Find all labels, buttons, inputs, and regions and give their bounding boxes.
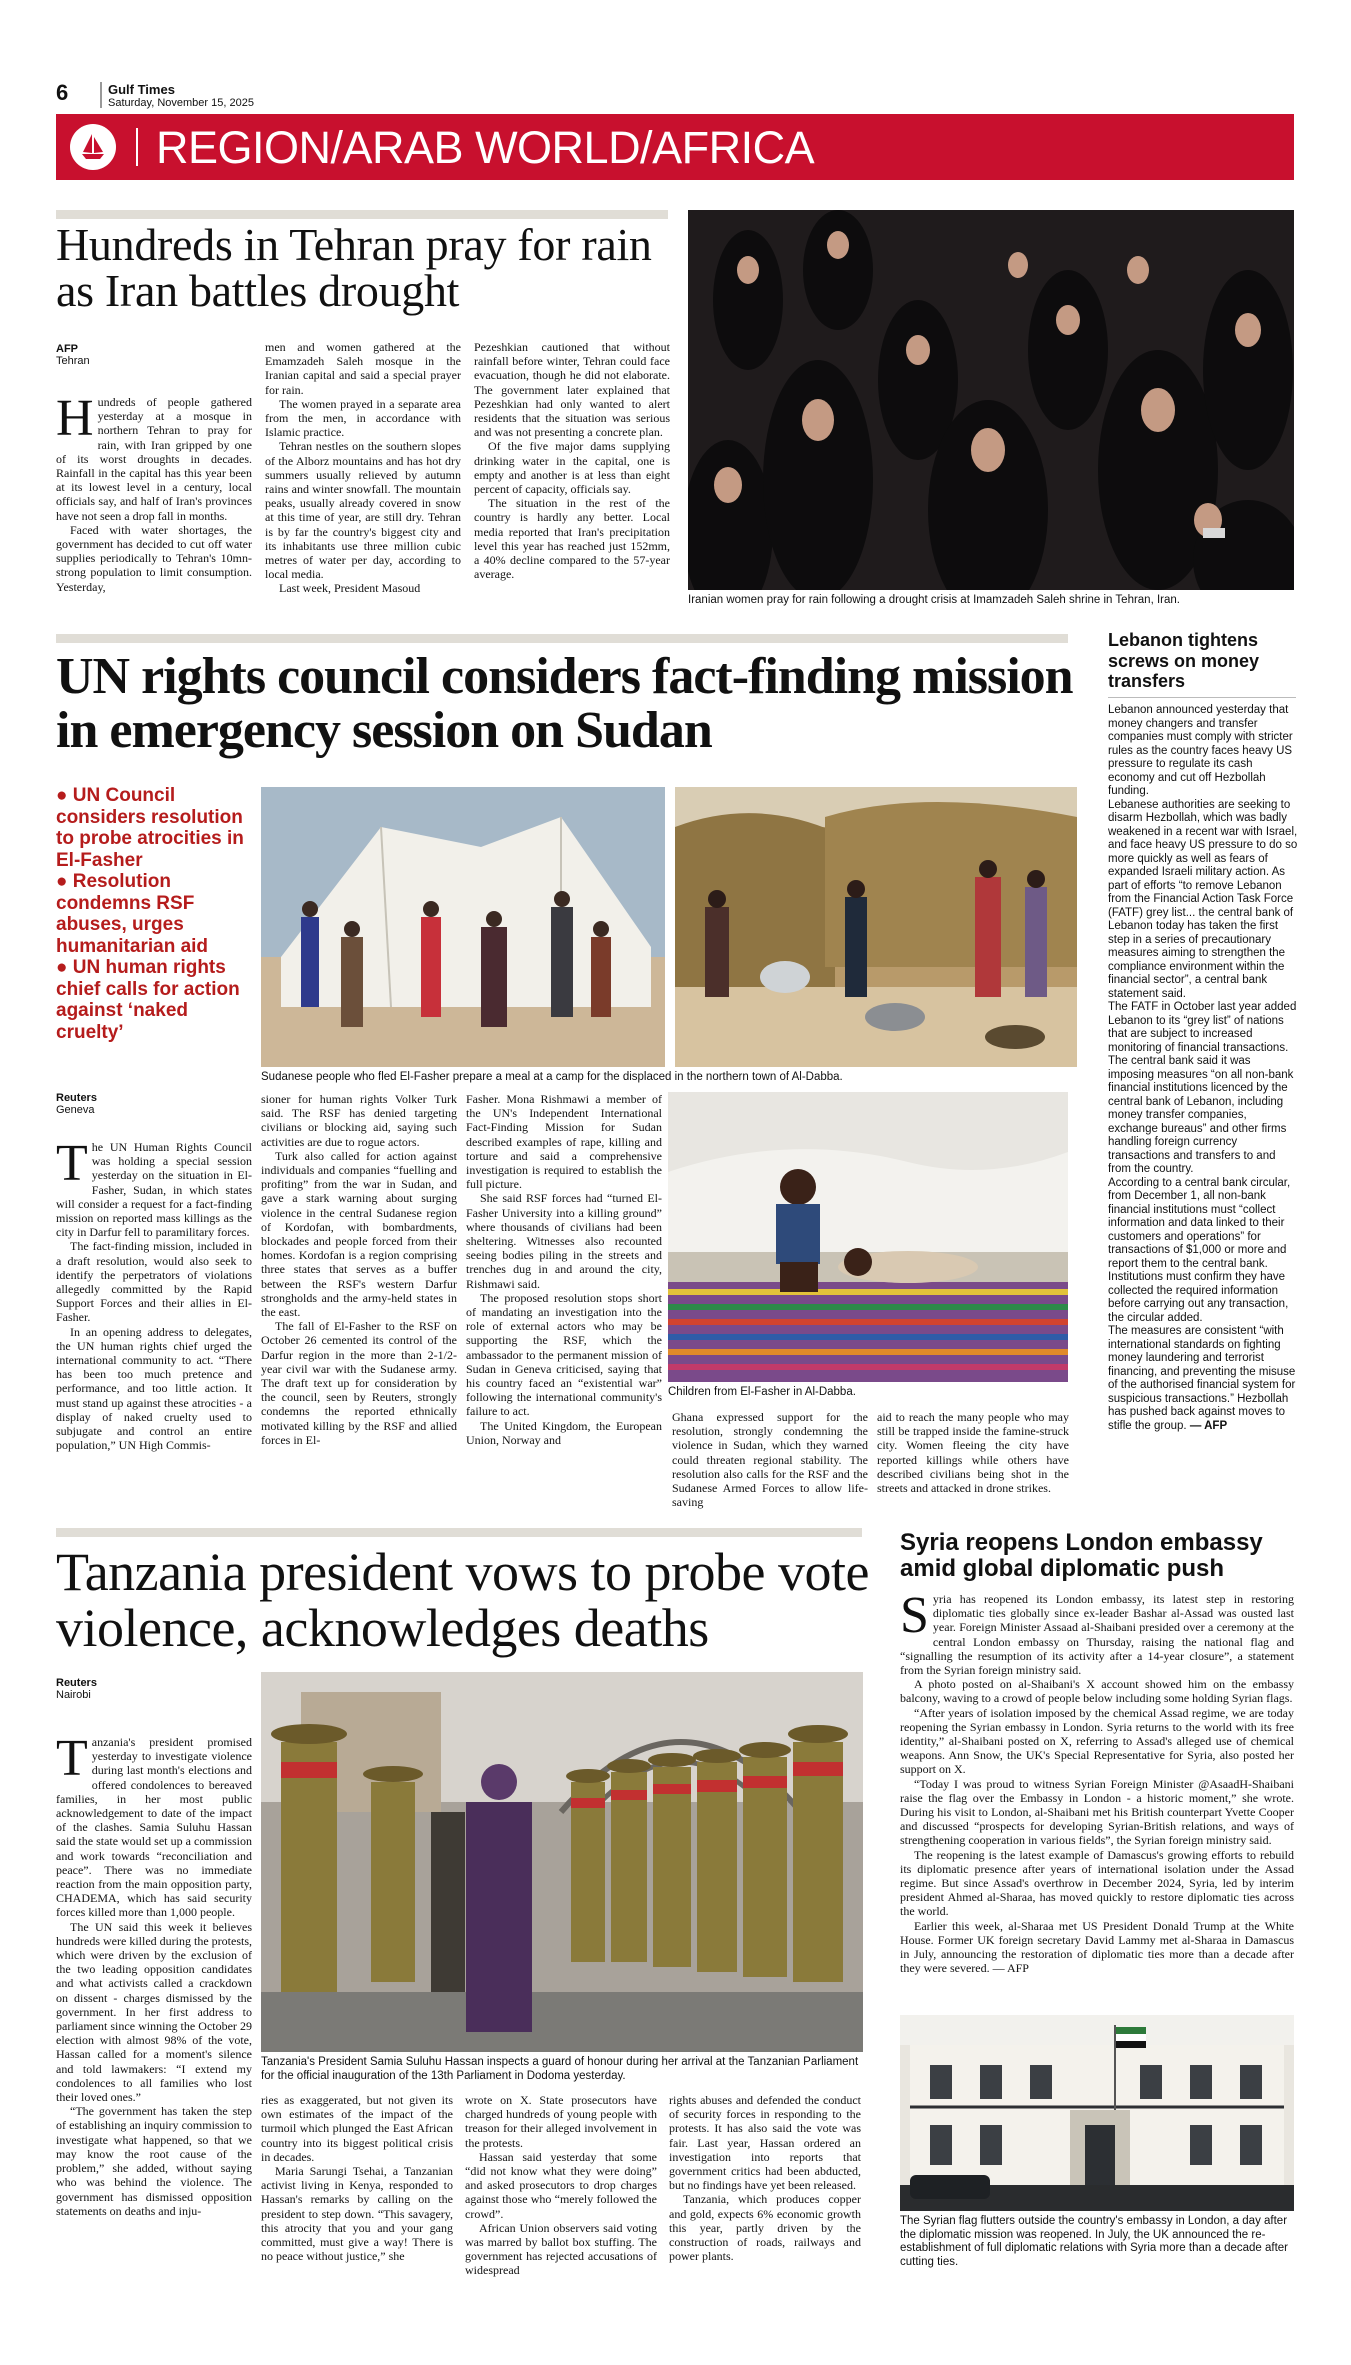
- paragraph: Earlier this week, al-Sharaa met US President Donald Trump at the White House. Former UK foreign secretary David Lammy met al-Sharaa in Damascus in July, announcing the restoration of diplomatic ties more than a decade after they were severed. — AFP: [900, 1918, 1294, 1976]
- paragraph: The fall of El-Fasher to the RSF on October 26 cemented its control of the Darfur region in the more than 2-1/2-year civil war with the Sudanese army. The draft text up for consideration by the council, seen by Reuters, strongly condemns the reported ethnically motivated killing by the RSF and allied forces in El-: [261, 1319, 457, 1447]
- paragraph: Turk also called for action against individuals and companies “fuelling and profiting” from the war in Sudan, and gave a stark warning about surging violence in the central Sudanese region of Kordofan, with bombardments, blockades and people forced from their homes. Kordofan is a region comprising three states that serves as a buffer between the RSF's western Darfur strongholds and the army-held states in the east.: [261, 1148, 457, 1320]
- paragraph: “The government has taken the step of establishing an inquiry commission to investigate what happened, so that we may know the root cause of the problem,” she added, without saying who was behind the violence. The government has dismissed opposition statements on deaths and inju-: [56, 2104, 252, 2218]
- story2-col5: [877, 1410, 1069, 1495]
- issue-date: Saturday, November 15, 2025: [108, 97, 254, 109]
- paragraph: men and women gathered at the Emamzadeh Saleh mosque in the Iranian capital and said a special prayer for rain.: [265, 340, 461, 397]
- syria-embassy-photo: [900, 2015, 1294, 2211]
- byline-agency: Reuters: [56, 1092, 97, 1104]
- paragraph: wrote on X. State prosecutors have charged hundreds of young people with treason for their alleged involvement in the protests.: [465, 2093, 657, 2150]
- dropcap: H: [56, 390, 94, 447]
- paragraph: The reopening is the latest example of Damascus's growing efforts to rebuild its diplomatic presence after years of international isolation under the Assad regime. But since Assad's overthrow in December 2024, Syria, led by interim president Ahmed al-Sharaa, has moved quickly to restore diplomatic ties across the world.: [900, 1847, 1294, 1919]
- story2-col3: [466, 1092, 662, 1447]
- story1-photo-caption: Iranian women pray for rain following a drought crisis at Imamzadeh Saleh shrine in Tehran, Iran.: [688, 594, 1180, 606]
- paragraph: “After years of isolation imposed by the chemical Assad regime, we are today reopening the Syrian embassy in London. Syria returns to the world with its free identity,” al-Shaibani posted on X, referring to Assad's alleged use of chemical weapons. Ann Snow, the UK's Special Representative for Syria, also posted her support on X.: [900, 1705, 1294, 1777]
- signoff: — AFP: [1189, 1419, 1228, 1432]
- story3-col2: [261, 2093, 453, 2263]
- paragraph: ries as exaggerated, but not given its own estimates of the impact of the turmoil which plunged the East African country into its biggest political crisis in decades.: [261, 2093, 453, 2164]
- byline-dateline: Geneva: [56, 1104, 95, 1116]
- byline-agency: AFP: [56, 343, 78, 355]
- story4-headline: Syria reopens London embassy amid global diplomatic push: [900, 1529, 1263, 1582]
- paragraph: aid to reach the many people who may still be trapped inside the famine-struck city. Women fleeing the city have reported killings while others have described civilians being shot in the streets and attacked in drone strikes.: [877, 1410, 1069, 1496]
- paragraph: rights abuses and defended the conduct of security forces in responding to the protests. It has also said the vote was fair. Last year, Hassan ordered an investigation into reports that government critics had been abducted, but no findings have yet been released.: [669, 2093, 861, 2193]
- paragraph: Tanzania, which produces copper and gold, expects 6% economic growth this year, partly driven by the construction of roads, railways and power plants.: [669, 2192, 861, 2264]
- section-banner: [56, 114, 1294, 180]
- story2-col4: [672, 1410, 868, 1509]
- tanzania-guard-photo: [261, 1672, 863, 2052]
- dhow-logo-icon: [70, 124, 116, 170]
- paragraph: A photo posted on al-Shaibani's X account showed him on the embassy balcony, waving to a crowd of people below including some holding Syrian flags.: [900, 1677, 1294, 1706]
- bullet-item: ● UN human rights chief calls for action against ‘naked cruelty’: [56, 957, 240, 1043]
- paragraph: The measures are consistent “with international standards on fighting money laundering and terrorist financing, and preventing the misuse of the authorised financial system for suspicious transactions.” Hezbollah has pushed back against moves to stifle the group. — AFP: [1108, 1325, 1296, 1432]
- story2-headline: UN rights council considers fact-finding mission in emergency session on Sudan: [56, 648, 1073, 759]
- story2-col1: [56, 1135, 252, 1453]
- paragraph: The United Kingdom, the European Union, Norway and: [466, 1418, 662, 1447]
- sudan-camp-photo-2: [675, 787, 1077, 1067]
- story2-photo1-caption: Sudanese people who fled El-Fasher prepare a meal at a camp for the displaced in the northern town of Al-Dabba.: [261, 1071, 843, 1083]
- paragraph: In an opening address to delegates, the UN human rights chief urged the international community to act. “There has been too much pretence and performance, and too little action. It must stand up against these atrocities - a display of naked cruelty used to subjugate and control an entire population,” UN High Commis-: [56, 1324, 252, 1453]
- story3-headline: Tanzania president vows to probe vote violence, acknowledges deaths: [56, 1542, 869, 1658]
- dropcap: T: [56, 1135, 88, 1192]
- byline-agency: Reuters: [56, 1677, 97, 1689]
- paragraph: Lebanon announced yesterday that money changers and transfer companies must comply with stricter rules as the country faces heavy US pressure to regulate its cash economy and cut off Hezbollah funding.: [1108, 704, 1293, 797]
- byline-dateline: Nairobi: [56, 1689, 91, 1701]
- story1-col1: [56, 390, 252, 594]
- paragraph: Institutions must confirm they have collected the required information before carrying out any transaction, the circular added.: [1108, 1271, 1289, 1324]
- paragraph: Ghana expressed support for the resolution, strongly condemning the violence in Sudan, which they warned could threaten regional stability. The resolution also calls for the RSF and the Sudanese Armed Forces to allow life-saving: [672, 1410, 868, 1510]
- story2-byline: [56, 1092, 97, 1116]
- section-title: REGION/ARAB WORLD/AFRICA: [156, 122, 815, 173]
- paragraph: The UN said this week it believes hundreds were killed during the protests, which were driven by the exclusion of the two leading opposition candidates and what activists called a crackdown on dissent - charges dismissed by the government. In her first address to parliament since winning the October 29 election with almost 98% of the vote, Hassan called for a moment's silence and told lawmakers: “I extend my condolences to all families who lost their loved ones.”: [56, 1919, 252, 2105]
- sidebar-lebanon-headline: Lebanon tightens screws on money transfers: [1108, 630, 1260, 691]
- story3-col4: [669, 2093, 861, 2263]
- paragraph: The women prayed in a separate area from the men, in accordance with Islamic practice.: [265, 396, 461, 440]
- story3-col3: [465, 2093, 657, 2278]
- story1-col3: [474, 340, 670, 581]
- paragraph: Last week, President Masoud: [279, 581, 421, 596]
- dropcap: S: [900, 1587, 929, 1644]
- paragraph: Lebanese authorities are seeking to disarm Hezbollah, which was badly weakened in a recent war with Israel, and face heavy US pressure to do so more quickly as well as fears of expanded Israeli military action. As part of efforts “to remove Lebanon from the Financial Action Task Force (FATF) grey list... the central bank of Lebanon today has taken the first step in a series of precautionary measures aiming to strengthen the compliance environment within the financial sector”, a central bank statement said.: [1108, 798, 1298, 1000]
- story3-col1: [56, 1730, 252, 2218]
- paragraph: Faced with water shortages, the government has decided to cut off water supplies periodically to Tehran's 10mn-strong population to limit consumption. Yesterday,: [56, 522, 252, 594]
- story2-photo2-caption: Children from El-Fasher in Al-Dabba.: [668, 1386, 856, 1398]
- paragraph: The proposed resolution stops short of mandating an investigation into the role of external actors who may be supporting the RSF, which the ambassador to the permanent mission of Sudan in Geneva criticised, saying that his country faced an “existential war” following the international community's failure to act.: [466, 1290, 662, 1419]
- paragraph: Maria Sarungi Tsehai, a Tanzanian activist living in Kenya, responded to Hassan's remarks by calling on the president to step down. “This savagery, this atrocity that you and your gang committed, must give a way! There is no peace without justice,” she: [261, 2164, 453, 2264]
- sudan-children-photo: [668, 1092, 1068, 1382]
- paragraph: The FATF in October last year added Lebanon to its “grey list” of nations that are subject to increased monitoring of financial transactions. The central bank said it was imposing measures “on all non-bank financial institutions licenced by the central bank of Lebanon, including money transfer companies, exchange bureaus” and other firms handling foreign currency transactions and transfers to and from the country.: [1108, 1001, 1297, 1175]
- paragraph: Fasher. Mona Rishmawi a member of the UN's Independent International Fact-Finding Mission for Sudan described examples of rape, killing and torture and said a comprehensive investigation is required to establish the full picture.: [466, 1092, 662, 1192]
- story1-col2: [265, 340, 461, 596]
- paragraph: The fact-finding mission, included in a draft resolution, would also seek to identify the perpetrators of violations allegedly committed by the Rapid Support Forces and their allies in El-Fasher.: [56, 1239, 252, 1325]
- paragraph: The situation in the rest of the country is hardly any better. Local media reported that Iran's precipitation level this year has reached just 152mm, a 40% decline compared to the 57-year average.: [474, 496, 670, 582]
- paragraph: anzania's president promised yesterday to investigate violence during last month's elections and offered condolences to bereaved families, in her most public acknowledgement to date of the impact of the clashes. Samia Suluhu Hassan said the state would set up a commission and work towards “reconciliation and peace”. There was no immediate reaction from the main opposition party, CHADEMA, which has said security forces killed more than 1,000 people.: [56, 1735, 252, 1920]
- story2-col2: [261, 1092, 457, 1447]
- story3-photo-caption: Tanzania's President Samia Suluhu Hassan inspects a guard of honour during her arrival at the Tanzanian Parliament for the official inauguration of the 13th Parliament in Dodoma yesterday.: [261, 2056, 859, 2082]
- bullet-item: ● Resolution condemns RSF abuses, urges humanitarian aid: [56, 871, 209, 957]
- dropcap: T: [56, 1730, 88, 1787]
- story-rule: [56, 1528, 862, 1537]
- story4-photo-caption: The Syrian flag flutters outside the country's embassy in London, a day after the diplomatic mission was reopened. In July, the UK announced the re-establishment of full diplomatic relations with Syria more than a decade after cutting ties.: [900, 2215, 1289, 2268]
- bullet-item: ● UN Council considers resolution to probe atrocities in El-Fasher: [56, 785, 244, 871]
- paragraph: Tehran nestles on the southern slopes of the Alborz mountains and has hot dry summers usually relieved by autumn rains and winter snowfall. The mountain peaks, usually already covered in snow at this time of year, are still dry. Tehran is by far the country's biggest city and its inhabitants use three million cubic metres of water per day, according to local media.: [265, 439, 461, 582]
- paragraph: African Union observers said voting was marred by ballot box stuffing. The government has rejected accusations of widespread: [465, 2220, 657, 2278]
- paragraph: She said RSF forces had “turned El-Fasher University into a killing ground” where thousands of civilians had been sheltering. Witnesses also recounted seeing bodies piling in the streets and trenches dug in and around the city, Rishmawi said.: [466, 1191, 662, 1291]
- banner-divider: [136, 128, 138, 166]
- story1-headline: Hundreds in Tehran pray for rain as Iran battles drought: [56, 219, 652, 316]
- paper-name: Gulf Times: [108, 82, 175, 97]
- page-number: 6: [56, 80, 69, 105]
- story4-body: [900, 1587, 1294, 1976]
- story2-bullets: [56, 785, 256, 1043]
- sudan-camp-photo-1: [261, 787, 665, 1067]
- story3-byline: [56, 1677, 97, 1701]
- sidebar-lebanon-body: [1108, 704, 1298, 1433]
- divider: [1108, 697, 1296, 698]
- divider: [100, 82, 102, 108]
- paragraph: undreds of people gathered yesterday at a mosque in northern Tehran to pray for rain, with Iran gripped by one of its worst droughts in decades. Rainfall in the capital has this year been at its lowest level in a century, local officials say, and half of Iran's provinces have not seen a drop fall in months.: [56, 395, 252, 523]
- paragraph: “Today I was proud to witness Syrian Foreign Minister @AsaadH-Shaibani raise the flag over the Embassy in London - a historic moment,” she wrote. During his visit to London, al-Shaibani met his British counterpart Yvette Cooper and discussed “prospects for developing Syrian-British relations, and ways of strengthening cooperation in various fields”, the Syrian foreign ministry said.: [900, 1776, 1294, 1848]
- paragraph: Pezeshkian cautioned that without rainfall before winter, Tehran could face evacuation, though he did not elaborate. The government later explained that Pezeshkian had only wanted to alert residents that the situation was serious and was not presenting a concrete plan.: [474, 340, 670, 440]
- paragraph: he UN Human Rights Council was holding a special session yesterday on the situation in El-Fasher, Sudan, in which states will consider a request for a fact-finding mission on reported mass killings as the city in Darfur fell to paramilitary forces.: [56, 1140, 252, 1240]
- paragraph: Of the five major dams supplying drinking water in the capital, one is empty and another is at less than eight percent of capacity, officials say.: [474, 439, 670, 497]
- paragraph: sioner for human rights Volker Turk said. The RSF has denied targeting civilians or blocking aid, saying such activities are due to rogue actors.: [261, 1092, 457, 1149]
- tehran-prayer-photo: [688, 210, 1294, 590]
- byline-dateline: Tehran: [56, 355, 90, 367]
- story-rule: [56, 634, 1068, 643]
- story-rule: [56, 210, 668, 219]
- paragraph: yria has reopened its London embassy, its latest step in restoring diplomatic ties globally since ex-leader Bashar al-Assad was ousted last year. Foreign Minister Assaad al-Shaibani presided over a ceremony at the central London embassy on Thursday, raising the national flag and “signalling the resumption of its activity after a 14-year closure”, a statement from the Syrian foreign ministry said.: [900, 1592, 1294, 1678]
- story1-byline: [56, 343, 90, 367]
- paragraph: According to a central bank circular, from December 1, all non-bank financial institutions must “collect information and data linked to their customers and operations” for transactions of $1,000 or more and report them to the central bank.: [1108, 1176, 1291, 1270]
- paragraph: Hassan said yesterday that some “did not know what they were doing” and asked prosecutors to drop charges against those who “merely followed the crowd”.: [465, 2149, 657, 2221]
